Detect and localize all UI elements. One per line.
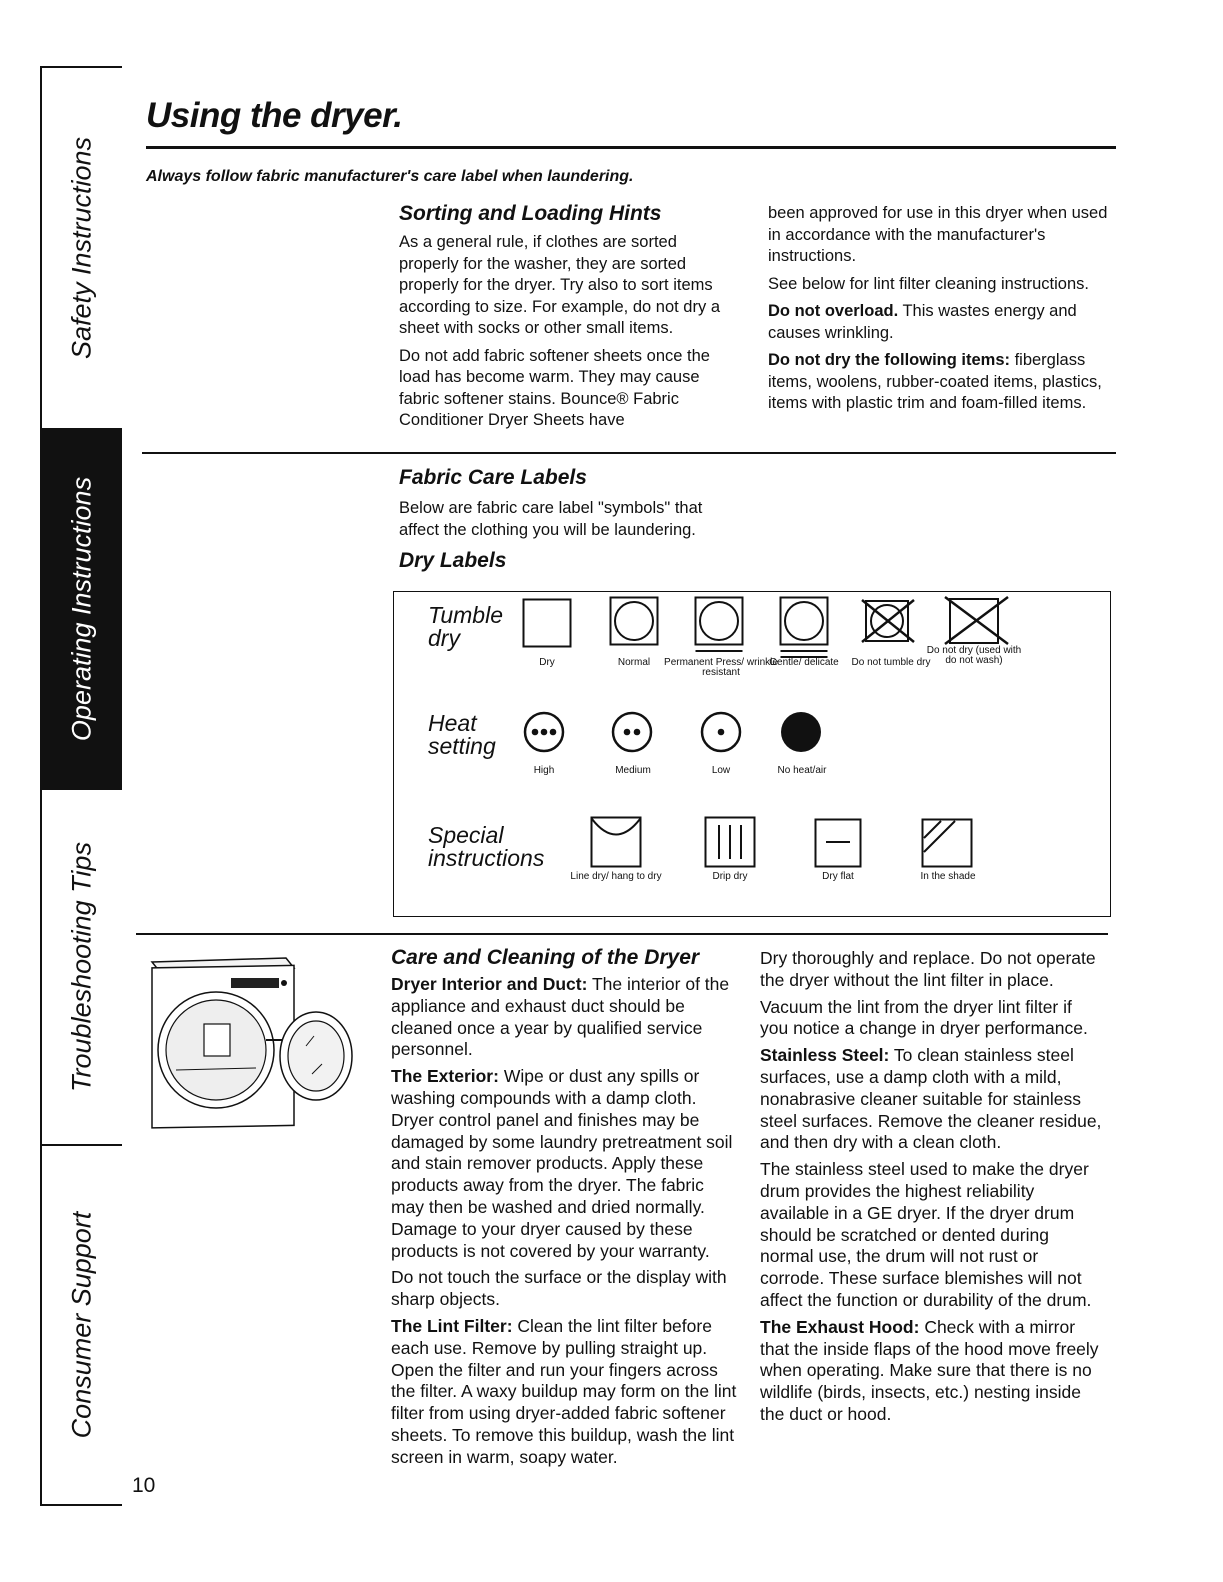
hood-paragraph: [760, 1317, 1104, 1426]
heat-high-icon: [522, 710, 566, 754]
approved-paragraph: been approved for use in this dryer when used in accordance with the manufacturer's instructions.: [768, 204, 1108, 265]
care-label-note: Always follow fabric manufacturer's care label when laundering.: [146, 168, 634, 185]
stainless-paragraph: [760, 1045, 1104, 1154]
vacuum-paragraph: Vacuum the lint from the dryer lint filter if you notice a change in dryer performance.: [760, 996, 1088, 1039]
page-title: Using the dryer.: [146, 96, 403, 135]
care-right-column: [760, 948, 1104, 1431]
tumble-dry-icon: [522, 598, 572, 648]
do-not-tumble-dry-caption: Do not tumble dry: [851, 657, 931, 668]
interior-text: The interior of the appliance and exhaust duct should be cleaned once a year by qualified service personnel.: [391, 974, 730, 1060]
heat-medium-icon: [610, 710, 654, 754]
tumble-normal-caption: Normal: [617, 657, 651, 668]
softener-paragraph: Do not add fabric softener sheets once the load has become warm. They may cause fabric softener stains. Bounce® Fabric Conditioner Dryer Sheets have: [399, 346, 710, 429]
heat-medium-caption: Medium: [615, 765, 651, 776]
sorting-right-column: [768, 203, 1113, 421]
fabric-care-section: [399, 466, 739, 573]
special-instructions-title: Special instructions: [428, 822, 545, 871]
heat-high-caption: High: [533, 765, 555, 776]
permanent-press-caption: Permanent Press/ wrinkle resistant: [664, 657, 778, 678]
exterior-text: Wipe or dust any spills or washing compounds with a damp cloth. Dryer control panel and finishes may be damaged by some laundry pretreatment soil and stain remover products. Apply these products away from the dryer. The fabric may then be washed and dried normally. Damage to your dryer caused by these products is not covered by your warranty.: [391, 1066, 733, 1261]
interior-bold: Dryer Interior and Duct:: [391, 974, 588, 994]
tumble-normal-icon: [609, 596, 659, 646]
lint-text: Clean the lint filter before each use. Remove by pulling straight up. Open the filter and run your fingers across the filter. A waxy buildup may form on the lint filter from using dryer-added fabric softener sheets. To remove this buildup, wash the lint screen in warm, soapy water.: [391, 1315, 737, 1467]
sorting-heading: Sorting and Loading Hints: [399, 202, 662, 225]
tab-operating-instructions[interactable]: [42, 428, 122, 790]
stainless-text: To clean stainless steel surfaces, use a damp cloth with a mild, nonabrasive cleaner suitable for stainless steel surfaces. Remove the cleaner residue, and then dry with a clean cloth.: [760, 1045, 1102, 1153]
dry-flat-icon: [814, 818, 862, 868]
tab-label: Safety Instructions: [66, 136, 97, 360]
no-heat-air-caption: No heat/air: [777, 765, 827, 776]
sorting-paragraph: As a general rule, if clothes are sorted properly for the washer, they are sorted properly for the dryer. Try also to sort items according to size. For example, do not dry a sheet with socks or other small items.: [399, 233, 720, 337]
heat-low-caption: Low: [711, 765, 731, 776]
fabric-care-heading: Fabric Care Labels: [399, 466, 587, 489]
title-rule: [146, 146, 1116, 149]
exterior-paragraph: [391, 1066, 739, 1262]
tumble-dry-title: Tumble dry: [428, 602, 503, 651]
in-the-shade-caption: In the shade: [920, 871, 976, 882]
dry-flat-caption: Dry flat: [822, 871, 854, 882]
drip-dry-icon: [704, 816, 756, 868]
section-divider: [142, 452, 1116, 454]
touch-paragraph: Do not touch the surface or the display with sharp objects.: [391, 1267, 727, 1310]
tab-label: Consumer Support: [66, 1211, 97, 1439]
fabric-care-intro: Below are fabric care label "symbols" that affect the clothing you will be laundering.: [399, 499, 703, 539]
do-not-dry-paragraph: [768, 350, 1113, 415]
tab-consumer-support[interactable]: [42, 1146, 122, 1504]
tumble-dry-caption: Dry: [539, 657, 555, 668]
heat-low-icon: [699, 710, 743, 754]
tab-safety-instructions[interactable]: [42, 68, 122, 428]
sorting-left-column: [399, 202, 739, 438]
dry-labels-table: [393, 591, 1111, 917]
do-not-dry-text: fiberglass items, woolens, rubber-coated items, plastics, items with plastic trim and foam-filled items.: [768, 351, 1102, 412]
dry-labels-heading: Dry Labels: [399, 549, 507, 572]
hood-text: Check with a mirror that the inside flaps of the hood move freely when operating. Make sure that there is no wildlife (birds, insects, etc.) nesting inside the duct or hood.: [760, 1316, 1099, 1424]
overload-text: This wastes energy and causes wrinkling.: [768, 302, 1077, 342]
section-sidebar: [40, 66, 122, 1506]
page-number: 10: [132, 1474, 156, 1497]
line-dry-icon: [590, 816, 642, 868]
hood-bold: The Exhaust Hood:: [760, 1316, 920, 1337]
permanent-press-icon: [694, 596, 744, 656]
tab-troubleshooting-tips[interactable]: [42, 790, 122, 1144]
do-not-dry-caption: Do not dry (used with do not wash): [926, 645, 1022, 666]
care-left-column: [391, 946, 739, 1474]
do-not-tumble-dry-icon: [860, 598, 920, 646]
tab-label: Operating Instructions: [66, 476, 97, 742]
no-heat-air-icon: [779, 710, 823, 754]
drip-dry-caption: Drip dry: [712, 871, 748, 882]
overload-bold: Do not overload.: [768, 302, 899, 320]
exterior-bold: The Exterior:: [391, 1066, 499, 1087]
do-not-dry-icon: [944, 596, 1010, 646]
lint-paragraph: [391, 1316, 739, 1469]
dryer-illustration: [146, 950, 356, 1140]
lint-bold: The Lint Filter:: [391, 1315, 513, 1336]
tab-label: Troubleshooting Tips: [66, 842, 97, 1092]
in-the-shade-icon: [921, 818, 973, 868]
do-not-dry-bold: Do not dry the following items:: [768, 351, 1010, 369]
stainless-bold: Stainless Steel:: [760, 1045, 890, 1066]
gentle-delicate-icon: [779, 596, 829, 660]
heat-setting-title: Heat setting: [428, 710, 496, 759]
line-dry-caption: Line dry/ hang to dry: [570, 871, 662, 882]
drum-paragraph: The stainless steel used to make the dryer drum provides the highest reliability available in a GE dryer. If the dryer drum should be scratched or dented during normal use, the drum will not rust or corrode. These surface blemishes will not affect the function or durability of the drum.: [760, 1159, 1092, 1310]
overload-paragraph: [768, 301, 1113, 344]
dry-thoroughly-paragraph: Dry thoroughly and replace. Do not operate the dryer without the lint filter in place.: [760, 948, 1096, 990]
care-heading: Care and Cleaning of the Dryer: [391, 946, 700, 969]
lint-reference: See below for lint filter cleaning instructions.: [768, 274, 1089, 293]
care-divider: [136, 933, 1108, 935]
gentle-delicate-caption: Gentle/ delicate: [769, 657, 839, 668]
interior-paragraph: [391, 974, 739, 1061]
